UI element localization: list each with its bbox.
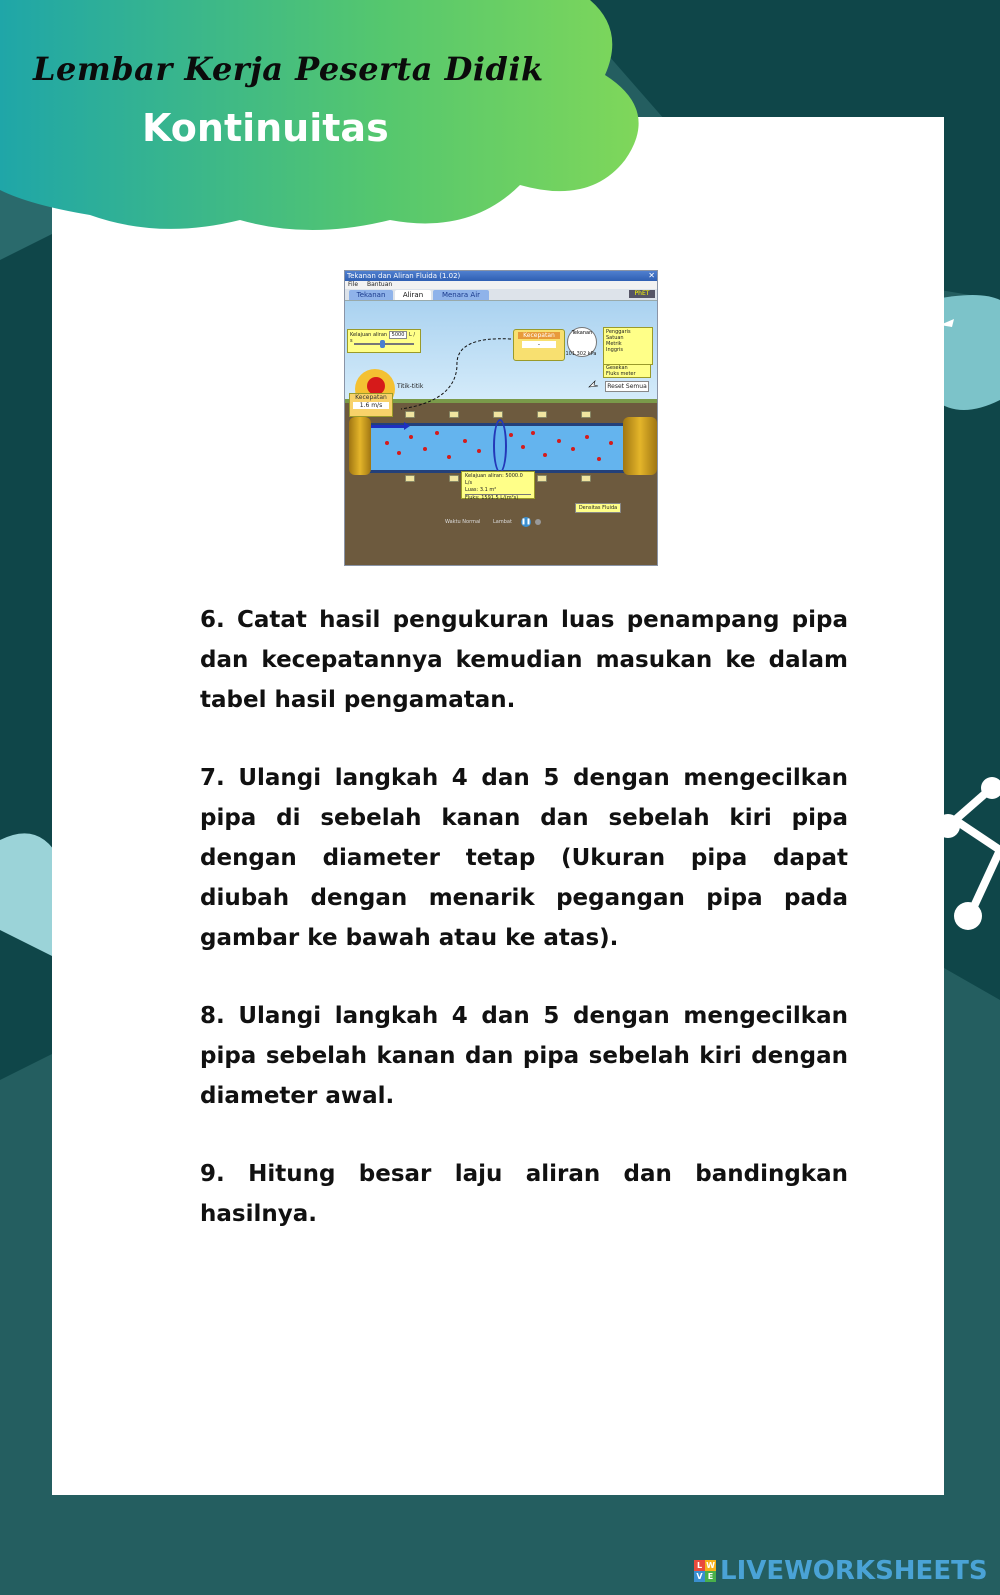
fluid-particle <box>385 441 389 445</box>
fluid-particle <box>423 447 427 451</box>
pipe-handle[interactable] <box>449 411 459 418</box>
fluid-particle <box>409 435 413 439</box>
tab-tekanan[interactable]: Tekanan <box>349 290 393 300</box>
tab-aliran[interactable]: Aliran <box>395 290 431 300</box>
playback-normal[interactable]: Waktu Normal <box>445 519 481 525</box>
flux-flow-value: 5000.0 L/s <box>465 473 523 486</box>
pipe-handle[interactable] <box>581 475 591 482</box>
instruction-7: 7. Ulangi langkah 4 dan 5 dengan mengecilkan pipa di sebelah kanan dan sebelah kiri pipa dengan diameter tetap (Ukuran pipa dapat diubah dengan menarik pegangan pipa pada gambar ke bawah atau ke atas). <box>200 765 848 951</box>
option-metric[interactable]: Metrik <box>606 341 622 347</box>
fluid-particle <box>597 457 601 461</box>
pressure-value: 101.302 kPa <box>565 351 597 357</box>
fluid-particle <box>435 431 439 435</box>
flux-meter-ring[interactable] <box>493 419 507 473</box>
fluid-particle <box>397 451 401 455</box>
phet-logo: PhET <box>629 290 655 298</box>
flux-value: 1591.5 L/(m²s) <box>481 495 519 501</box>
playback-slow[interactable]: Lambat <box>493 519 512 525</box>
pause-icon[interactable]: ❚❚ <box>521 518 532 525</box>
flow-rate-input[interactable]: 5000 <box>389 331 408 339</box>
fluid-particle <box>531 431 535 435</box>
pipe-handle[interactable] <box>537 475 547 482</box>
flow-rate-unit: L / s <box>350 332 416 344</box>
option-ruler[interactable]: Penggaris <box>606 329 631 335</box>
flow-arrow-icon <box>371 425 405 428</box>
close-icon[interactable]: ✕ <box>648 271 655 280</box>
pressure-gauge-label: Tekanan <box>571 330 593 336</box>
fluid-particle <box>521 445 525 449</box>
fluid-particle <box>447 455 451 459</box>
pipe-handle[interactable] <box>581 411 591 418</box>
dots-checkbox[interactable]: Titik-titik <box>397 383 424 390</box>
worksheet-title: Lembar Kerja Peserta Didik <box>33 50 544 88</box>
option-friction[interactable]: Gesekan <box>606 365 628 371</box>
pipe-cap-left[interactable] <box>349 417 371 475</box>
speed-label: Kecepatan <box>355 394 387 401</box>
option-flux-meter[interactable]: Fluks meter <box>606 371 636 377</box>
fluid-particle <box>477 449 481 453</box>
fluid-particle <box>585 435 589 439</box>
step-icon[interactable] <box>535 519 541 525</box>
menu-help[interactable]: Bantuan <box>366 281 393 288</box>
fluid-density-button[interactable]: Densitas Fluida <box>575 503 621 513</box>
speed-value: 1.6 m/s <box>353 402 389 409</box>
fluid-particle <box>609 441 613 445</box>
flux-flow-label: Kelajuan aliran: <box>465 473 504 479</box>
pipe-handle[interactable] <box>405 411 415 418</box>
pipe-handle[interactable] <box>405 475 415 482</box>
flux-label: Fluks: <box>465 495 480 501</box>
pipe-cap-right[interactable] <box>623 417 657 475</box>
worksheet-subtitle: Kontinuitas <box>142 106 389 150</box>
option-units: Satuan <box>606 335 624 341</box>
flow-rate-label: Kelajuan aliran <box>350 332 388 338</box>
speed-probe-top-value: - <box>522 341 556 348</box>
reset-all-button[interactable]: Reset Semua <box>605 381 649 392</box>
phet-simulation-screenshot <box>344 270 658 566</box>
tab-menara-air[interactable]: Menara Air <box>433 290 489 300</box>
fluid-particle <box>463 439 467 443</box>
instruction-8: 8. Ulangi langkah 4 dan 5 dengan mengecilkan pipa sebelah kanan dan pipa sebelah kiri dengan diameter awal. <box>200 1003 848 1109</box>
instruction-9: 9. Hitung besar laju aliran dan bandingkan hasilnya. <box>200 1161 848 1227</box>
fluid-particle <box>557 439 561 443</box>
pipe-handle[interactable] <box>449 475 459 482</box>
liveworksheets-logo-icon: L W V E <box>694 1560 716 1582</box>
sim-window-title: Tekanan dan Aliran Fluida (1.02) <box>347 272 461 280</box>
liveworksheets-logo[interactable] <box>694 1556 988 1586</box>
flux-area-label: Luas: <box>465 487 479 493</box>
pipe-handle[interactable] <box>493 411 503 418</box>
speed-probe-top-label: Kecepatan <box>518 332 560 339</box>
flux-readout-panel <box>461 471 535 499</box>
pipe-handle[interactable] <box>537 411 547 418</box>
liveworksheets-brand: LIVEWORKSHEETS <box>720 1556 988 1586</box>
fluid-particle <box>543 453 547 457</box>
instruction-6: 6. Catat hasil pengukuran luas penampang pipa dan kecepatannya kemudian masukan ke dalam tabel hasil pengamatan. <box>200 607 848 713</box>
option-english[interactable]: Inggris <box>606 347 624 353</box>
fluid-particle <box>509 433 513 437</box>
menu-file[interactable]: File <box>348 281 359 288</box>
flux-area-value: 3.1 m² <box>479 487 497 493</box>
fluid-particle <box>571 447 575 451</box>
